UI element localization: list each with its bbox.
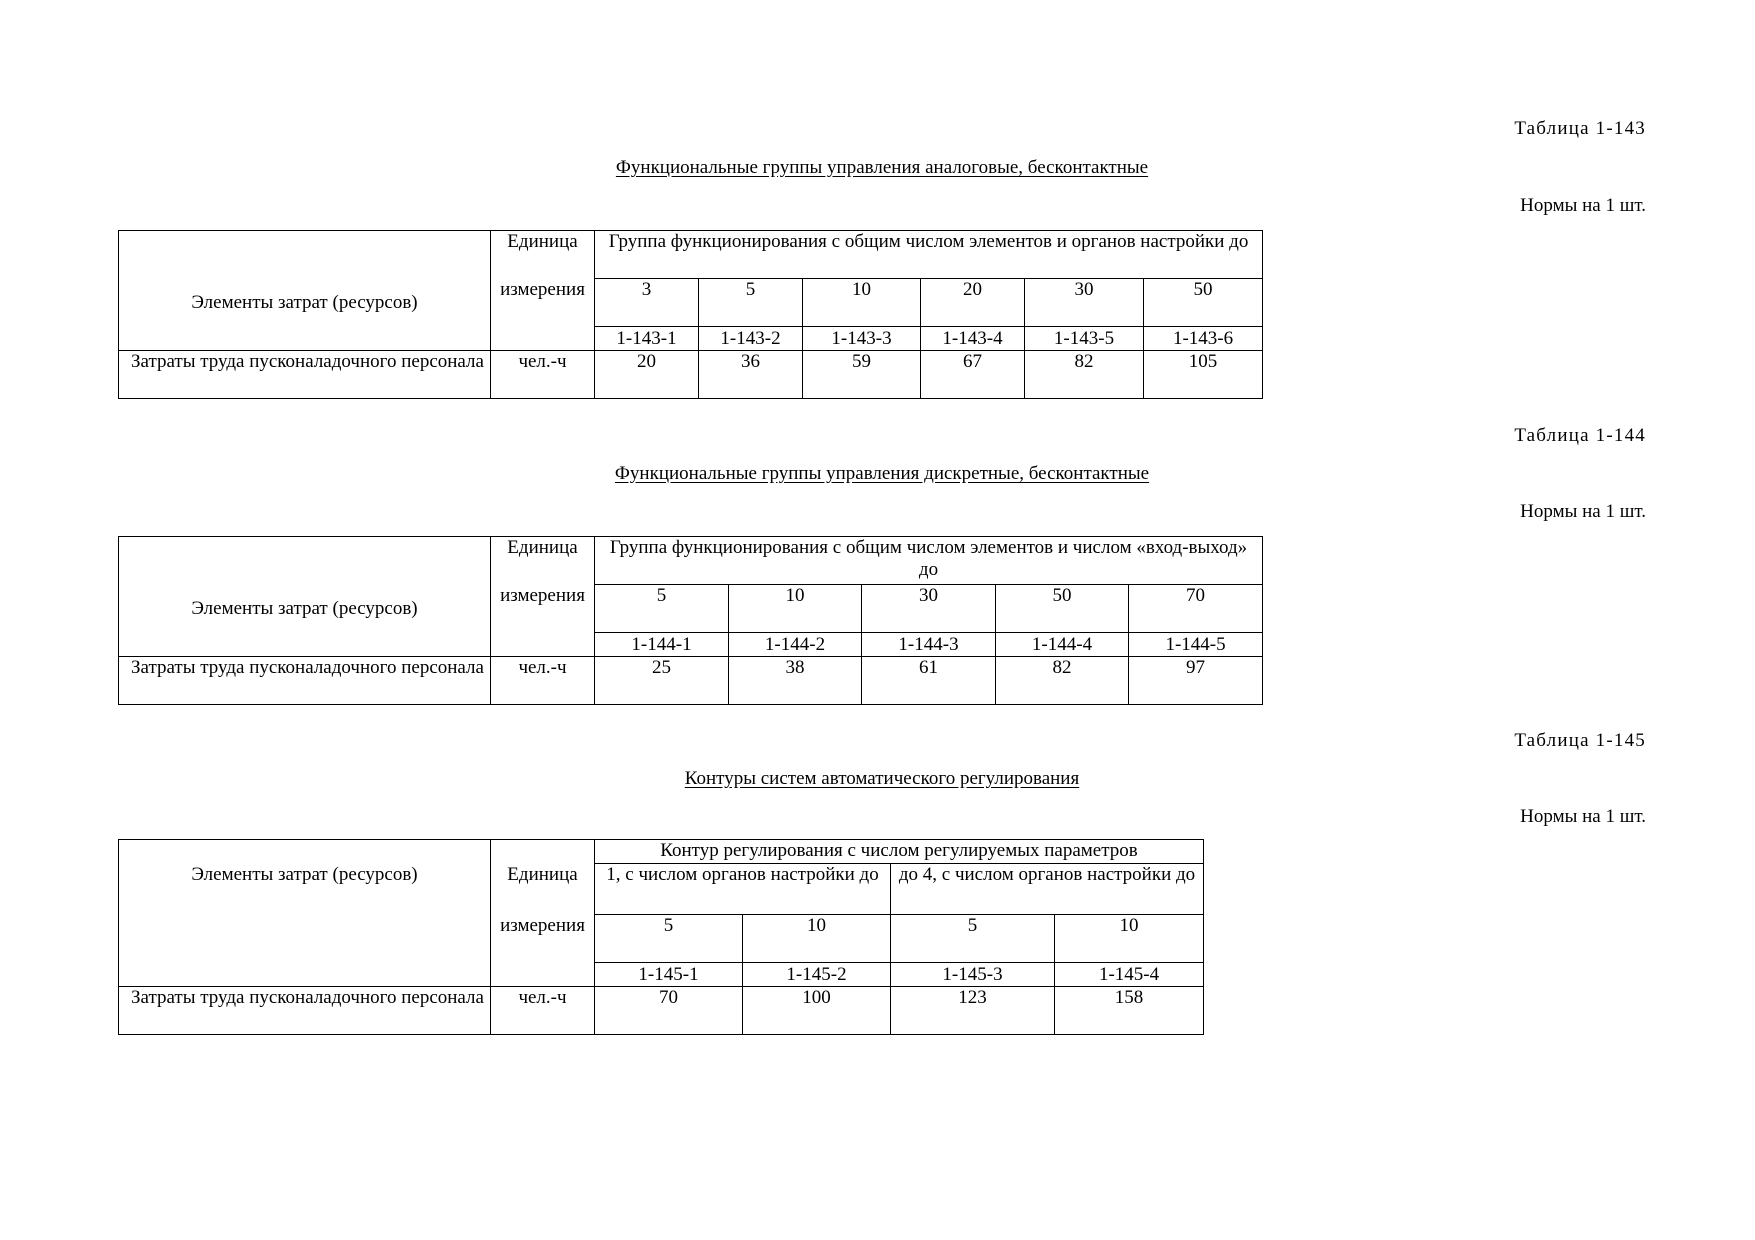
code-cell: 1-145-1: [595, 963, 743, 987]
resource-header-cell: [119, 327, 491, 351]
group-header: Группа функционирования с общим числом элементов и числом «вход-выход» до: [595, 537, 1263, 585]
table-number: Таблица 1-145: [1514, 730, 1646, 751]
resource-header-cell: [119, 915, 491, 963]
limit-cell: 3: [595, 279, 699, 327]
value-cell: 20: [595, 351, 699, 399]
group-header: Группа функционирования с общим числом элементов и органов настройки до: [595, 231, 1263, 279]
code-cell: 1-143-3: [803, 327, 921, 351]
code-cell: 1-145-4: [1055, 963, 1204, 987]
subgroup-header: 1, с числом органов настройки до: [595, 864, 891, 915]
row-name: Затраты труда пусконаладочного персонала: [119, 987, 491, 1035]
limit-cell: 20: [921, 279, 1025, 327]
code-cell: 1-143-4: [921, 327, 1025, 351]
resource-header-cell: [119, 840, 491, 864]
row-name: Затраты труда пусконаладочного персонала: [119, 351, 491, 399]
subgroup-header: до 4, с числом органов настройки до: [891, 864, 1204, 915]
group-header: Контур регулирования с числом регулируемых параметров: [595, 840, 1204, 864]
table-number: Таблица 1-144: [1514, 425, 1646, 446]
value-cell: 105: [1144, 351, 1263, 399]
unit-header-cell: [491, 633, 595, 657]
unit-header-bottom: измерения: [491, 279, 595, 327]
resource-header: Элементы затрат (ресурсов): [119, 279, 491, 327]
limit-cell: 10: [803, 279, 921, 327]
value-cell: 123: [891, 987, 1055, 1035]
norm-table: [118, 536, 1263, 705]
value-cell: 38: [729, 657, 862, 705]
code-cell: 1-144-5: [1129, 633, 1263, 657]
unit-header-top: Единица: [491, 537, 595, 585]
limit-cell: 50: [996, 585, 1129, 633]
norm-table: [118, 230, 1263, 399]
unit-header-top: Единица: [491, 864, 595, 915]
limit-cell: 5: [699, 279, 803, 327]
norms-unit: Нормы на 1 шт.: [1520, 195, 1646, 216]
table-title: Контуры систем автоматического регулирования: [684, 768, 1080, 789]
resource-header: Элементы затрат (ресурсов): [119, 864, 491, 915]
norms-unit: Нормы на 1 шт.: [1520, 501, 1646, 522]
code-cell: 1-144-1: [595, 633, 729, 657]
limit-cell: 30: [862, 585, 996, 633]
value-cell: 59: [803, 351, 921, 399]
code-cell: 1-145-2: [743, 963, 891, 987]
code-cell: 1-144-2: [729, 633, 862, 657]
unit-header-bottom: измерения: [491, 915, 595, 963]
resource-header-cell: [119, 633, 491, 657]
resource-header-cell: [119, 231, 491, 279]
unit-header-cell: [491, 963, 595, 987]
row-unit: чел.-ч: [491, 987, 595, 1035]
row-unit: чел.-ч: [491, 657, 595, 705]
limit-cell: 30: [1025, 279, 1144, 327]
value-cell: 25: [595, 657, 729, 705]
value-cell: 100: [743, 987, 891, 1035]
value-cell: 70: [595, 987, 743, 1035]
unit-header-cell: [491, 327, 595, 351]
code-cell: 1-144-4: [996, 633, 1129, 657]
unit-header-bottom: измерения: [491, 585, 595, 633]
limit-cell: 10: [743, 915, 891, 963]
code-cell: 1-143-6: [1144, 327, 1263, 351]
limit-cell: 5: [891, 915, 1055, 963]
value-cell: 158: [1055, 987, 1204, 1035]
code-cell: 1-143-1: [595, 327, 699, 351]
value-cell: 67: [921, 351, 1025, 399]
limit-cell: 10: [729, 585, 862, 633]
code-cell: 1-145-3: [891, 963, 1055, 987]
unit-header-cell: [491, 840, 595, 864]
table-title: Функциональные группы управления аналоговые, бесконтактные: [615, 157, 1149, 178]
row-unit: чел.-ч: [491, 351, 595, 399]
unit-header-top: Единица: [491, 231, 595, 279]
resource-header-cell: [119, 537, 491, 585]
limit-cell: 5: [595, 585, 729, 633]
code-cell: 1-143-5: [1025, 327, 1144, 351]
limit-cell: 50: [1144, 279, 1263, 327]
value-cell: 36: [699, 351, 803, 399]
table-title: Функциональные группы управления дискретные, бесконтактные: [614, 463, 1150, 484]
value-cell: 97: [1129, 657, 1263, 705]
resource-header: Элементы затрат (ресурсов): [119, 585, 491, 633]
limit-cell: 70: [1129, 585, 1263, 633]
row-name: Затраты труда пусконаладочного персонала: [119, 657, 491, 705]
code-cell: 1-143-2: [699, 327, 803, 351]
norms-unit: Нормы на 1 шт.: [1520, 806, 1646, 827]
value-cell: 61: [862, 657, 996, 705]
table-number: Таблица 1-143: [1514, 118, 1646, 139]
limit-cell: 10: [1055, 915, 1204, 963]
limit-cell: 5: [595, 915, 743, 963]
resource-header-cell: [119, 963, 491, 987]
value-cell: 82: [996, 657, 1129, 705]
value-cell: 82: [1025, 351, 1144, 399]
norm-table: [118, 839, 1204, 1035]
code-cell: 1-144-3: [862, 633, 996, 657]
